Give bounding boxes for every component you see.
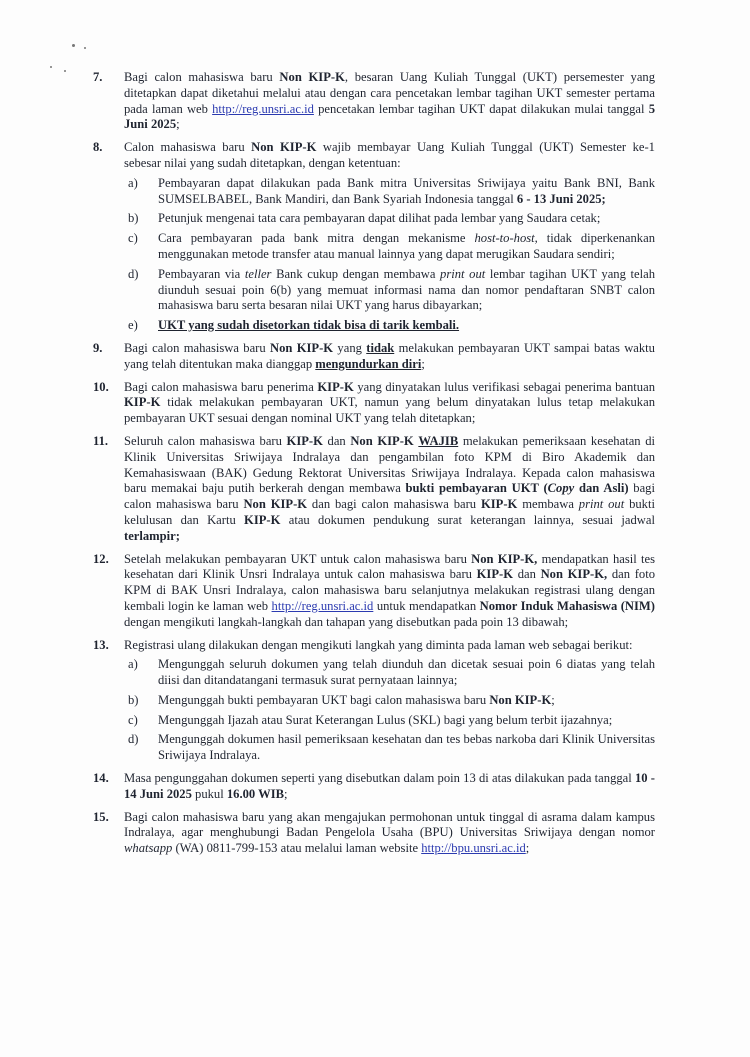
text-run: untuk mendapatkan bbox=[373, 598, 480, 613]
item-text bbox=[124, 70, 655, 133]
text-run: host-to-host, bbox=[474, 231, 538, 246]
text-run: tidak bbox=[366, 340, 395, 355]
list-item bbox=[93, 70, 655, 133]
text-run: Non KIP-K bbox=[270, 340, 334, 355]
text-run: print out bbox=[440, 266, 486, 281]
sub-item-text bbox=[158, 713, 612, 727]
sub-item-letter: e) bbox=[128, 318, 138, 333]
sub-item bbox=[124, 732, 655, 764]
scan-speck bbox=[64, 70, 66, 72]
text-run: Non KIP-K bbox=[489, 692, 552, 707]
sub-item bbox=[124, 693, 655, 709]
text-run: pukul bbox=[191, 786, 227, 801]
list-item bbox=[93, 771, 655, 803]
text-run: wajib membayar Uang Kuliah Tunggal (UKT) Semester ke-1 sebesar nilai yang sudah ditetapkan, dengan ketentuan: bbox=[124, 140, 655, 170]
text-run: KIP-K bbox=[286, 433, 323, 448]
text-run: membawa bbox=[517, 497, 579, 512]
text-run: bukti kelulusan dan Kartu bbox=[124, 497, 655, 527]
scan-speck bbox=[50, 66, 52, 68]
list-item bbox=[93, 380, 655, 427]
text-run: KIP-K bbox=[317, 379, 354, 394]
sub-item-letter: c) bbox=[128, 712, 138, 727]
sub-item-letter: a) bbox=[128, 657, 138, 672]
text-run: Cara pembayaran pada bank mitra dengan mekanisme bbox=[158, 231, 475, 246]
text-run: mengundurkan diri bbox=[315, 356, 422, 371]
text-run: KIP-K bbox=[244, 512, 281, 527]
item-text bbox=[124, 552, 655, 631]
text-run: tidak diperkenankan menggunakan metode transfer atau manual lainnya yang dapat merugikan Saudara sendiri; bbox=[158, 231, 655, 261]
text-run: 10 - 14 Juni 2025 bbox=[124, 771, 655, 801]
sub-item-text bbox=[158, 657, 655, 687]
url-link[interactable]: http://reg.unsri.ac.id bbox=[271, 598, 374, 613]
text-run: WAJIB bbox=[418, 433, 459, 448]
sub-item bbox=[124, 713, 655, 729]
sub-item bbox=[124, 176, 655, 208]
sub-item-text bbox=[158, 231, 655, 261]
text-run: bagi calon mahasiswa baru bbox=[124, 481, 655, 512]
text-run: ; bbox=[525, 841, 530, 856]
sub-item bbox=[124, 267, 655, 314]
text-run: Non KIP-K bbox=[279, 70, 345, 84]
text-run: yang bbox=[333, 340, 367, 355]
sub-item bbox=[124, 211, 655, 227]
text-run: Pembayaran via bbox=[158, 266, 245, 281]
text-run: (WA) 0811-799-153 atau melalui laman website bbox=[172, 841, 422, 856]
sub-item-text bbox=[158, 732, 655, 762]
text-run: terlampir; bbox=[124, 528, 180, 543]
sub-item bbox=[124, 318, 655, 334]
text-run: Nomor Induk Mahasiswa (NIM) bbox=[479, 598, 655, 613]
text-run: Mengunggah Ijazah atau Surat Keterangan Lulus (SKL) bagi yang belum terbit ijazahnya; bbox=[158, 712, 613, 727]
item-number: 10. bbox=[93, 379, 109, 394]
text-run: whatsapp bbox=[124, 841, 173, 856]
text-run: UKT yang sudah disetorkan tidak bisa di tarik kembali. bbox=[158, 318, 460, 333]
list-item bbox=[93, 434, 655, 545]
text-run: ; bbox=[284, 786, 288, 801]
text-run: dan bbox=[513, 567, 541, 582]
item-text bbox=[124, 771, 655, 803]
text-run: Mengunggah dokumen hasil pemeriksaan kesehatan dan tes bebas narkoba dari Klinik Universitas Sriwijaya Indralaya. bbox=[158, 732, 655, 763]
text-run: lembar tagihan UKT yang telah diunduh sesuai poin 6(b) yang memuat informasi nama dan nomor pendaftaran SNBT calon mahasiswa baru serta besaran nilai UKT yang harus dibayarkan; bbox=[158, 266, 655, 313]
text-run: Masa pengunggahan dokumen seperti yang disebutkan dalam poin 13 di atas dilakukan pada tanggal bbox=[124, 771, 635, 786]
text-run: Non KIP-K, bbox=[471, 551, 538, 566]
text-run: ; bbox=[551, 692, 555, 707]
text-run: ; bbox=[421, 356, 425, 371]
item-number: 13. bbox=[93, 637, 109, 652]
list-item bbox=[93, 810, 655, 857]
text-run: dan bbox=[322, 433, 351, 448]
text-run: dengan mengikuti langkah-langkah dan tahapan yang disebutkan pada poin 13 dibawah; bbox=[124, 614, 569, 629]
sub-item bbox=[124, 231, 655, 263]
text-run: mendapatkan hasil tes kesehatan dari Klinik Unsri Indralaya untuk calon mahasiswa baru bbox=[124, 551, 656, 582]
numbered-list bbox=[93, 70, 655, 864]
text-run: 5 Juni 2025 bbox=[124, 101, 655, 132]
sub-item-letter: c) bbox=[128, 231, 138, 246]
text-run: print out bbox=[578, 497, 625, 512]
item-number: 8. bbox=[93, 140, 103, 155]
text-run: , besaran Uang Kuliah Tunggal (UKT) persemester yang ditetapkan dapat diketahui melalui atau dengan cara pencetakan lembar tagihan UKT semester pertama pada laman web bbox=[124, 70, 655, 116]
sub-item-letter: d) bbox=[128, 266, 139, 281]
text-run: melakukan pembayaran UKT sampai batas waktu yang telah ditentukan maka dianggap bbox=[124, 340, 655, 371]
text-run: Bagi calon mahasiswa baru yang akan mengajukan permohonan untuk tinggal di asrama dalam kampus Indralaya, agar menghubungi Badan Pengelola Usaha (BPU) Universitas Sriwijaya dengan nomor bbox=[124, 809, 655, 840]
item-number: 7. bbox=[93, 70, 103, 84]
item-number: 9. bbox=[93, 340, 103, 355]
text-run: yang dinyatakan lulus verifikasi sebagai penerima bantuan bbox=[353, 379, 655, 394]
text-run: bukti pembayaran UKT ( bbox=[405, 481, 548, 496]
text-run: dan Asli) bbox=[574, 481, 629, 496]
text-run: Bank cukup dengan membawa bbox=[271, 266, 441, 281]
list-item bbox=[93, 341, 655, 373]
text-run: ; bbox=[176, 117, 180, 132]
item-text bbox=[124, 810, 655, 857]
text-run: pencetakan lembar tagihan UKT dapat dilakukan mulai tanggal bbox=[313, 101, 649, 116]
item-text bbox=[124, 341, 655, 373]
text-run: Bagi calon mahasiswa baru penerima bbox=[124, 379, 318, 394]
text-run: Non KIP-K bbox=[243, 497, 308, 512]
sub-item-text bbox=[158, 211, 600, 225]
item-number: 14. bbox=[93, 771, 109, 786]
item-number: 11. bbox=[93, 433, 109, 448]
text-run: dan foto KPM di BAK Unsri Indralaya, calon mahasiswa baru selanjutnya melakukan registrasi ulang dengan kembali login ke laman web bbox=[124, 567, 655, 613]
text-run: melakukan pemeriksaan kesehatan di Klinik Universitas Sriwijaya Indralaya dan pengambilan foto KPM di Biro Akademik dan Kemahasiswaan (BAK) Gedung Rektorat Universitas Sriwijaya Indralaya. Kepada calon mahasiswa baru memakai baju putih berkerah dengan membawa bbox=[124, 433, 655, 496]
text-run: Registrasi ulang dilakukan dengan mengikuti langkah yang diminta pada laman web sebagai berikut: bbox=[124, 637, 633, 652]
url-link[interactable]: http://reg.unsri.ac.id bbox=[212, 101, 314, 116]
text-run: tidak melakukan pembayaran UKT, namun yang belum dinyatakan lulus tetap melakukan pembayaran UKT sesuai dengan nominal UKT yang telah ditetapkan; bbox=[124, 395, 655, 426]
text-run: Bagi calon mahasiswa baru bbox=[124, 70, 280, 84]
item-text bbox=[124, 380, 655, 427]
text-run: atau dokumen pendukung surat keterangan lainnya, sesuai jadwal bbox=[280, 512, 655, 527]
text-run: Non KIP-K bbox=[350, 433, 414, 448]
text-run: Bagi calon mahasiswa baru bbox=[124, 340, 270, 355]
list-item bbox=[93, 638, 655, 765]
text-run: 16.00 WIB bbox=[226, 786, 285, 801]
text-run: Mengunggah bukti pembayaran UKT bagi calon mahasiswa baru bbox=[158, 692, 490, 707]
text-run: 6 - 13 Juni 2025; bbox=[516, 191, 606, 206]
sub-item-text bbox=[158, 176, 655, 206]
sub-item-text bbox=[158, 693, 555, 707]
text-run: Pembayaran dapat dilakukan pada Bank mitra Universitas Sriwijaya yaitu Bank BNI, Bank SUMSELBABEL, Bank Mandiri, dan Bank Syariah Indonesia tanggal bbox=[158, 175, 655, 206]
text-run: KIP-K bbox=[480, 497, 518, 512]
url-link[interactable]: http://bpu.unsri.ac.id bbox=[421, 841, 526, 856]
item-text bbox=[124, 140, 655, 172]
list-item bbox=[93, 140, 655, 334]
sub-item bbox=[124, 657, 655, 689]
item-text bbox=[124, 434, 655, 545]
text-run: dan bagi calon mahasiswa baru bbox=[307, 497, 481, 512]
scan-speck bbox=[84, 47, 86, 49]
item-number: 12. bbox=[93, 551, 109, 566]
text-run: Petunjuk mengenai tata cara pembayaran dapat dilihat pada lembar yang Saudara cetak; bbox=[158, 211, 601, 226]
sub-item-letter: b) bbox=[128, 692, 139, 707]
text-run: Non KIP-K, bbox=[540, 567, 608, 582]
text-run: Seluruh calon mahasiswa baru bbox=[124, 433, 287, 448]
text-run: Setelah melakukan pembayaran UKT untuk calon mahasiswa baru bbox=[124, 551, 472, 566]
sub-item-text bbox=[158, 267, 655, 313]
sub-item-letter: b) bbox=[128, 211, 139, 226]
text-run: teller bbox=[244, 266, 272, 281]
item-text bbox=[124, 638, 655, 654]
text-run: Copy bbox=[547, 481, 575, 496]
text-run: Mengunggah seluruh dokumen yang telah diunduh dan dicetak sesuai poin 6 diatas yang telah diisi dan ditandatangani termasuk surat pernyataan lainnya; bbox=[158, 657, 655, 688]
text-run: Calon mahasiswa baru bbox=[124, 140, 252, 155]
sub-item-text bbox=[158, 318, 459, 332]
sub-item-letter: d) bbox=[128, 732, 139, 747]
list-item bbox=[93, 552, 655, 631]
item-number: 15. bbox=[93, 809, 109, 824]
text-run: Non KIP-K bbox=[251, 140, 317, 155]
sub-item-letter: a) bbox=[128, 175, 138, 190]
text-run: KIP-K bbox=[124, 395, 161, 410]
text-run: KIP-K bbox=[476, 567, 514, 582]
scan-speck bbox=[72, 44, 75, 47]
